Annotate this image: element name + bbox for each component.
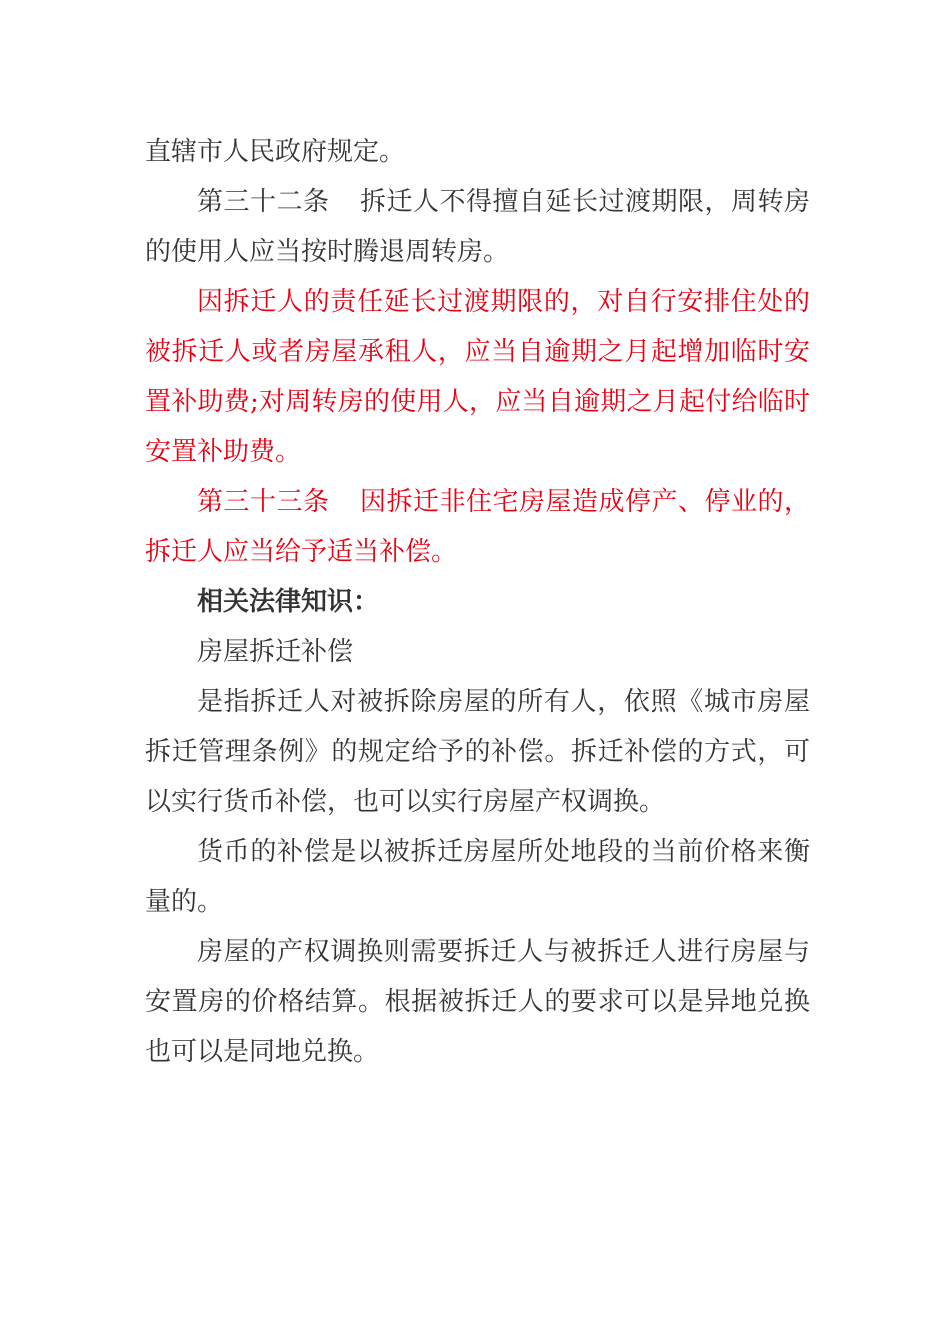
monetary-compensation-text: 货币的补偿是以被拆迁房屋所处地段的当前价格来衡量的。 <box>145 837 810 917</box>
article-32-highlighted-paragraph <box>145 277 810 477</box>
definition-text: 是指拆迁人对被拆除房屋的所有人，依照《城市房屋拆迁管理条例》的规定给予的补偿。拆迁补偿的方式，可以实行货币补偿，也可以实行房屋产权调换。 <box>145 687 810 817</box>
article-33-paragraph <box>145 477 810 577</box>
property-exchange-paragraph <box>145 927 810 1077</box>
document-body <box>145 127 810 1077</box>
article-32-heading: 第三十二条 <box>197 187 330 217</box>
highlighted-text: 因拆迁人的责任延长过渡期限的，对自行安排住处的被拆迁人或者房屋承租人，应当自逾期之月起增加临时安置补助费;对周转房的使用人，应当自逾期之月起付给临时安置补助费。 <box>145 287 810 467</box>
article-33-text: 因拆迁非住宅房屋造成停产、停业的，拆迁人应当给予适当补偿。 <box>145 487 810 567</box>
paragraph-text: 直辖市人民政府规定。 <box>145 137 406 167</box>
paragraph-continuation <box>145 127 810 177</box>
term-definition-paragraph <box>145 677 810 827</box>
section-heading-text: 相关法律知识： <box>197 587 380 617</box>
article-33-heading: 第三十三条 <box>197 487 330 517</box>
term-title-text: 房屋拆迁补偿 <box>197 637 354 667</box>
article-32-paragraph <box>145 177 810 277</box>
article-32-text: 拆迁人不得擅自延长过渡期限，周转房的使用人应当按时腾退周转房。 <box>145 187 810 267</box>
term-title <box>145 627 810 677</box>
section-heading <box>145 577 810 627</box>
property-exchange-text: 房屋的产权调换则需要拆迁人与被拆迁人进行房屋与安置房的价格结算。根据被拆迁人的要求可以是异地兑换也可以是同地兑换。 <box>145 937 810 1067</box>
monetary-compensation-paragraph <box>145 827 810 927</box>
